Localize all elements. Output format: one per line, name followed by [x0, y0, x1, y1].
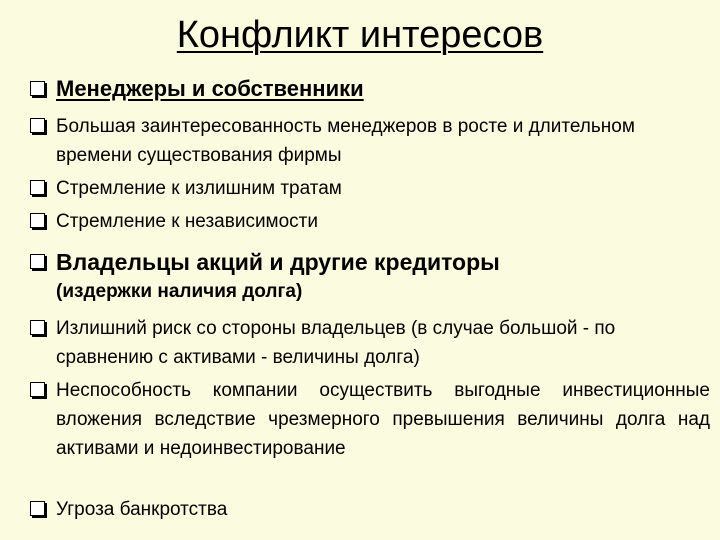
list-item-text: Стремление к излишним тратам [56, 178, 342, 199]
square-bullet-icon [30, 254, 45, 269]
square-bullet-icon [30, 213, 45, 228]
list-item-text: Стремление к независимости [56, 211, 319, 232]
list-item-text: Излишний риск со стороны владельцев (в случае большой - по сравнению с активами - величины долга) [56, 318, 616, 368]
section-heading-text: Менеджеры и собственники [56, 76, 364, 101]
list-item-text: Угроза банкротства [56, 499, 228, 520]
square-bullet-icon [30, 382, 45, 397]
slide-title: Конфликт интересов [176, 14, 544, 56]
square-bullet-icon [30, 118, 45, 133]
square-bullet-icon [30, 81, 45, 96]
list-item-text: Неспособность компании осуществить выгодные инвестиционные вложения вследствие чрезмерного превышения величины долга над активами и недоинвестирование [56, 380, 710, 459]
section-heading-text: Владельцы акций и другие кредиторы [56, 249, 500, 275]
section-subheading-text: (издержки наличия долга) [56, 281, 303, 302]
square-bullet-icon [30, 320, 45, 335]
square-bullet-icon [30, 501, 45, 516]
list-item-text: Большая заинтересованность менеджеров в росте и длительном времени существования фирмы [56, 116, 635, 166]
square-bullet-icon [30, 180, 45, 195]
